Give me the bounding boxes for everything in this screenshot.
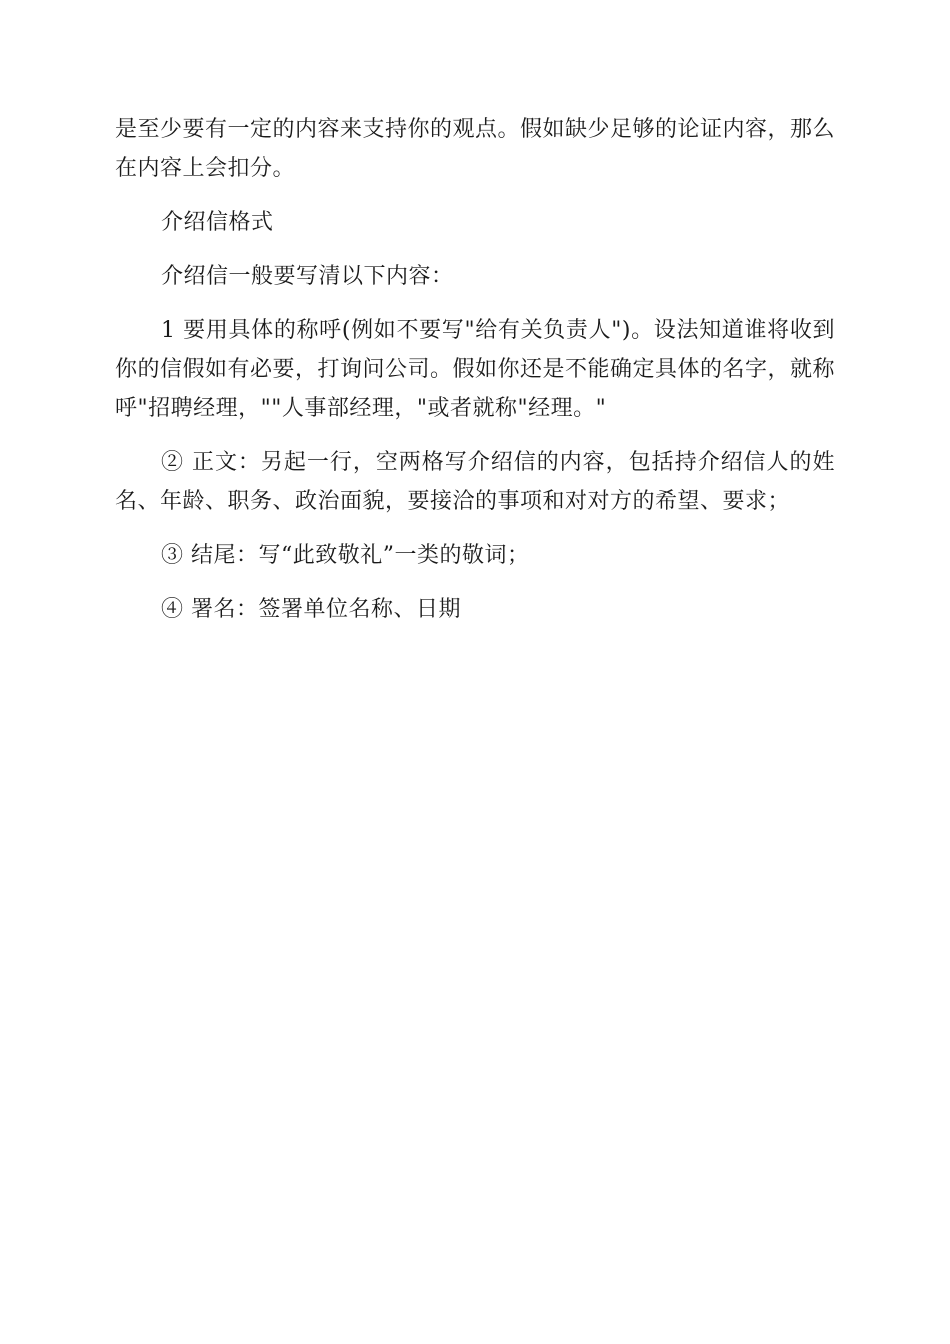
list-item-closing: ③ 结尾：写“此致敬礼”一类的敬词； — [161, 543, 530, 568]
list-item-body: ② 正文：另起一行，空两格写介绍信的内容，包括持介绍信人的姓名、年龄、职务、政治面貌，要接洽的事项和对对方的希望、要求； — [115, 450, 835, 514]
document-body — [115, 110, 835, 644]
paragraph-overview: 介绍信一般要写清以下内容： — [161, 264, 454, 289]
paragraph-intro-continuation: 是至少要有一定的内容来支持你的观点。假如缺少足够的论证内容，那么在内容上会扣分。 — [115, 117, 836, 181]
list-item-signature: ④ 署名：签署单位名称、日期 — [161, 597, 461, 622]
section-heading: 介绍信格式 — [161, 210, 274, 235]
list-item-salutation: 1 要用具体的称呼(例如不要写"给有关负责人")。设法知道谁将收到你的信假如有必要，打询问公司。假如你还是不能确定具体的名字，就称呼"招聘经理，""人事部经理，"或者就称"经理。" — [115, 318, 836, 421]
